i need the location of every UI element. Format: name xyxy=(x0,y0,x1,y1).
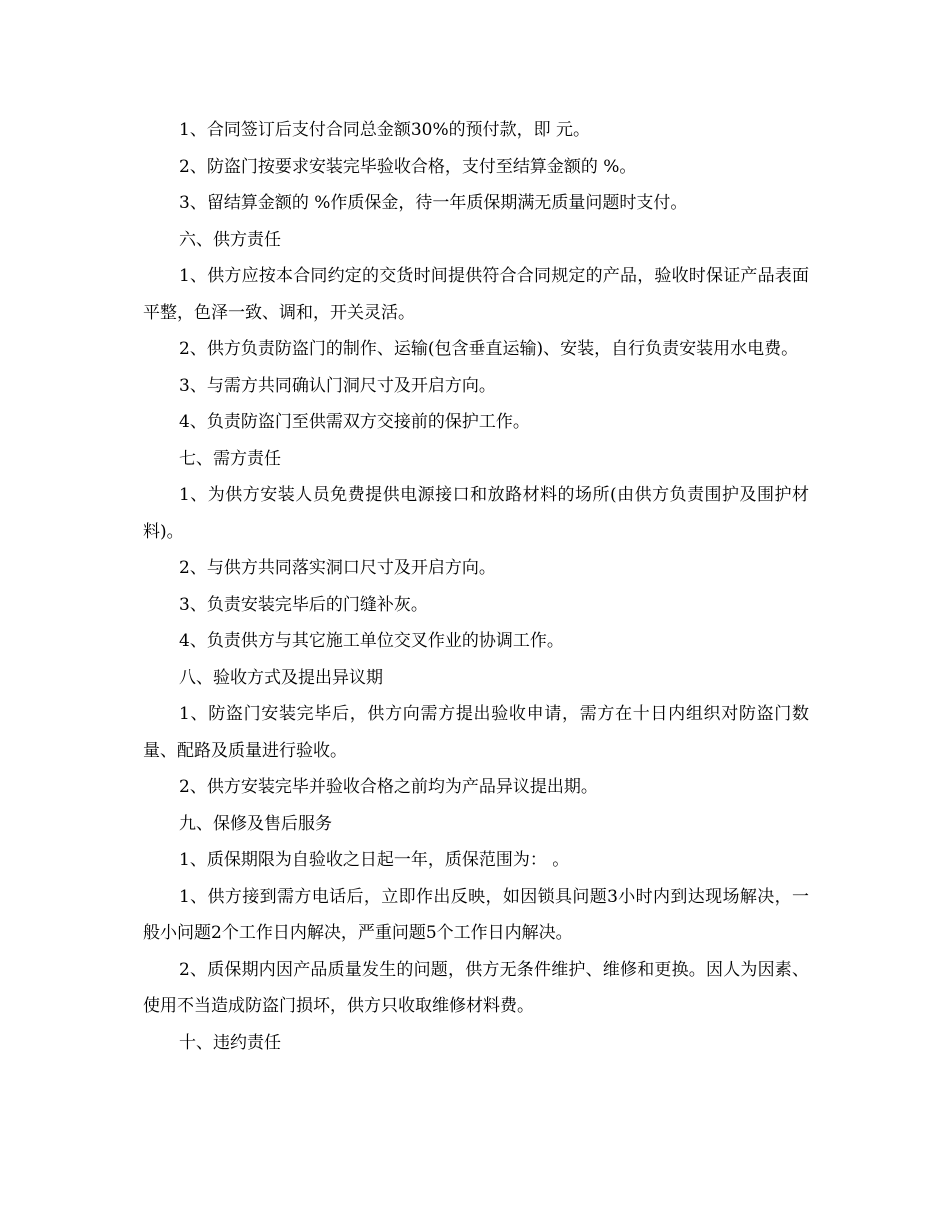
payment-clause-1: 1、合同签订后支付合同总金额30%的预付款，即 元。 xyxy=(179,120,591,140)
acceptance-clause-2: 2、供方安装完毕并验收合格之前均为产品异议提出期。 xyxy=(179,777,598,797)
section-heading-warranty: 九、保修及售后服务 xyxy=(179,813,332,834)
buyer-clause-2: 2、与供方共同落实洞口尺寸及开启方向。 xyxy=(179,558,496,578)
section-heading-supplier-duties: 六、供方责任 xyxy=(179,229,281,250)
supplier-clause-4: 4、负责防盗门至供需双方交接前的保护工作。 xyxy=(179,412,530,432)
buyer-clause-4: 4、负责供方与其它施工单位交叉作业的协调工作。 xyxy=(179,631,564,651)
section-heading-buyer-duties: 七、需方责任 xyxy=(179,448,281,469)
payment-clause-2: 2、防盗门按要求安装完毕验收合格，支付至结算金额的 %。 xyxy=(179,156,637,177)
buyer-clause-3: 3、负责安装完毕后的门缝补灰。 xyxy=(179,594,428,615)
section-heading-breach: 十、违约责任 xyxy=(179,1032,281,1053)
supplier-clause-2: 2、供方负责防盗门的制作、运输(包含垂直运输)、安装，自行负责安装用水电费。 xyxy=(179,339,799,359)
supplier-clause-3: 3、与需方共同确认门洞尺寸及开启方向。 xyxy=(179,375,496,396)
warranty-clause-1: 1、供方接到需方电话后，立即作出反映，如因锁具问题3小时内到达现场解决，一般小问题2个工作日内解决，严重问题5个工作日内解决。 xyxy=(143,886,809,943)
section-heading-acceptance: 八、验收方式及提出异议期 xyxy=(179,667,383,688)
warranty-clause-period: 1、质保期限为自验收之日起一年，质保范围为： 。 xyxy=(179,850,570,870)
acceptance-clause-1: 1、防盗门安装完毕后，供方向需方提出验收申请，需方在十日内组织对防盗门数量、配路及质量进行验收。 xyxy=(143,704,809,761)
supplier-clause-1: 1、供方应按本合同约定的交货时间提供符合合同规定的产品，验收时保证产品表面平整，色泽一致、调和，开关灵活。 xyxy=(143,266,809,323)
buyer-clause-1: 1、为供方安装人员免费提供电源接口和放路材料的场所(由供方负责围护及围护材料)。 xyxy=(143,485,809,542)
payment-clause-3: 3、留结算金额的 %作质保金，待一年质保期满无质量问题时支付。 xyxy=(179,193,688,213)
warranty-clause-2: 2、质保期内因产品质量发生的问题，供方无条件维护、维修和更换。因人为因素、使用不当造成防盗门损坏，供方只收取维修材料费。 xyxy=(143,959,809,1016)
document-page xyxy=(143,112,809,1061)
